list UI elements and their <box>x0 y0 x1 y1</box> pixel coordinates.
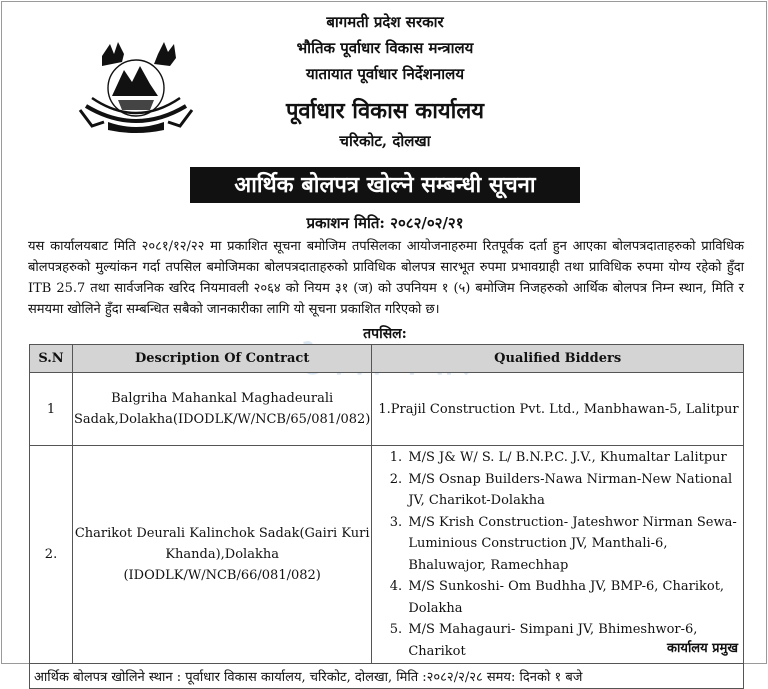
header-directorate: यातायात पूर्वाधार निर्देशनालय <box>305 65 465 83</box>
row-sn: 1 <box>30 373 73 446</box>
row-bidders <box>372 446 744 664</box>
table-footer-row <box>30 664 744 689</box>
schedule-label: तपसिल: <box>363 326 407 342</box>
notice-body: यस कार्यालयबाट मिति २०८१/१२/२२ मा प्रकाशित सूचना बमोजिम तपसिलका आयोजनाहरुमा रितपूर्वक दर्ता हुन आएका बोलपत्रदाताहरुको प्राविधिक बोलपत्रहरुको मुल्यांकन गर्दा तपसिल बमोजिमका बोलपत्रदाताहरुको प्राविधिक बोलपत्र सारभूत रुपमा प्रभावग्राही तथा प्राविधिक रुपमा योग्य रहेको हुँदा ITB 25.7 तथा सार्वजनिक खरिद नियमावली २०६४ को नियम ३१ (ज) को उपनियम १ (५) बमोजिम निजहरुको आर्थिक बोलपत्र निम्न स्थान, मिति र समयमा खोलिने हुँदा सम्बन्धित सबैको जानकारीका लागि यो सूचना प्रकाशित गरिएको छ। <box>28 239 744 317</box>
header-bidders: Qualified Bidders <box>372 345 744 373</box>
table-row <box>30 446 744 664</box>
bidders-table <box>29 344 744 689</box>
bidder-list <box>378 447 742 662</box>
header-location: चरिकोट, दोलखा <box>339 132 431 150</box>
table-row <box>30 373 744 446</box>
list-item: 1. M/S J& W/ S. L/ B.N.P.C. J.V., Khumaltar Lalitpur <box>406 447 742 469</box>
header-office: पूर्वाधार विकास कार्यालय <box>285 98 485 124</box>
notice-page <box>1 1 767 685</box>
table-header-row <box>30 345 744 373</box>
opening-venue: आर्थिक बोलपत्र खोलिने स्थान : पूर्वाधार विकास कार्यालय, चरिकोट, दोलखा, मिति :२०८२/२/२८ समय: दिनको १ बजे <box>30 664 744 689</box>
list-item: 4. M/S Sunkoshi- Om Budhha JV, BMP-6, Charikot, Dolakha <box>406 576 742 619</box>
row-bidder: 1.Prajil Construction Pvt. Ltd., Manbhawan-5, Lalitpur <box>372 373 744 446</box>
list-item: 2. M/S Osnap Builders-Nawa Nirman-New National JV, Charikot-Dolakha <box>406 469 742 512</box>
row-sn: 2. <box>30 446 73 664</box>
row-description: Charikot Deurali Kalinchok Sadak(Gairi Kuri Khanda),Dolakha (IDODLK/W/NCB/66/081/082) <box>73 446 372 664</box>
publication-date: प्रकाशन मिति: २०८२/०२/२१ <box>306 214 464 232</box>
header-ministry: भौतिक पूर्वाधार विकास मन्त्रालय <box>296 39 474 57</box>
header-description: Description Of Contract <box>73 345 372 373</box>
signoff: कार्यालय प्रमुख <box>667 641 738 656</box>
header-province: बागमती प्रदेश सरकार <box>326 13 444 31</box>
header-sn: S.N <box>30 345 73 373</box>
list-item: 5. M/S Mahagauri- Simpani JV, Bhimeshwor-6, Charikot <box>406 619 742 662</box>
row-description: Balgriha Mahankal Maghadeurali Sadak,Dolakha(IDODLK/W/NCB/65/081/082) <box>73 373 372 446</box>
notice-title: आर्थिक बोलपत्र खोल्ने सम्बन्धी सूचना <box>190 167 580 203</box>
list-item: 3. M/S Krish Construction- Jateshwor Nirman Sewa- Luminious Construction JV, Manthali-6, Bhaluwajor, Ramechhap <box>406 512 742 577</box>
